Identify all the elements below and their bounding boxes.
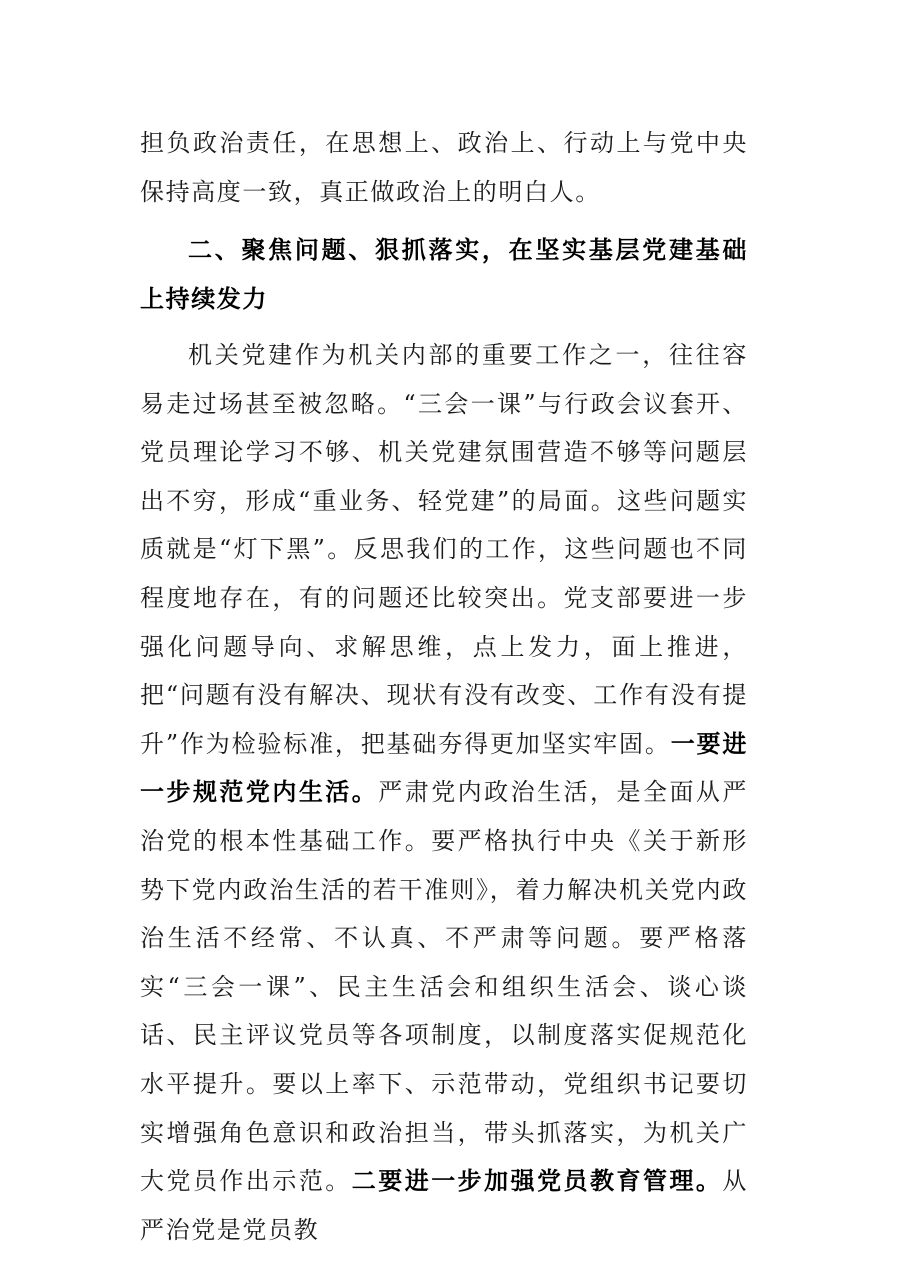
paragraph-continued: 担负政治责任，在思想上、政治上、行动上与党中央保持高度一致，真正做政治上的明白人。 [140, 129, 748, 206]
point-one-title: 一要进一步规范党内生活。 [140, 729, 748, 807]
point-two-body: 从严治党是党员教 [140, 1167, 748, 1244]
section-heading: 二、聚焦问题、狠抓落实，在坚实基层党建基础上持续发力 [140, 236, 748, 313]
paragraph-intro-text: 机关党建作为机关内部的重要工作之一，往往容易走过场甚至被忽略。“三会一课”与行政会议套开、党员理论学习不够、机关党建氛围营造不够等问题层出不穷，形成“重业务、轻党建”的局面。这些问题实质就是“灯下黑”。反思我们的工作，这些问题也不同程度地存在，有的问题还比较突出。党支部要进一步强化问题导向、求解思维，点上发力，面上推进，把“问题有没有解决、现状有没有改变、工作有没有提升”作为检验标准，把基础夯得更加坚实牢固。 [140, 341, 748, 758]
point-one-body: 严肃党内政治生活，是全面从严治党的根本性基础工作。要严格执行中央《关于新形势下党内政治生活的若干准则》，着力解决机关党内政治生活不经常、不认真、不严肃等问题。要严格落实“三会一课”、民主生活会和组织生活会、谈心谈话、民主评议党员等各项制度，以制度落实促规范化水平提升。要以上率下、示范带动，党组织书记要切实增强角色意识和政治担当，带头抓落实，为机关广大党员作出示范。 [140, 778, 748, 1196]
point-two-title: 二要进一步加强党员教育管理。 [351, 1167, 723, 1196]
paragraph-main [140, 331, 748, 1254]
